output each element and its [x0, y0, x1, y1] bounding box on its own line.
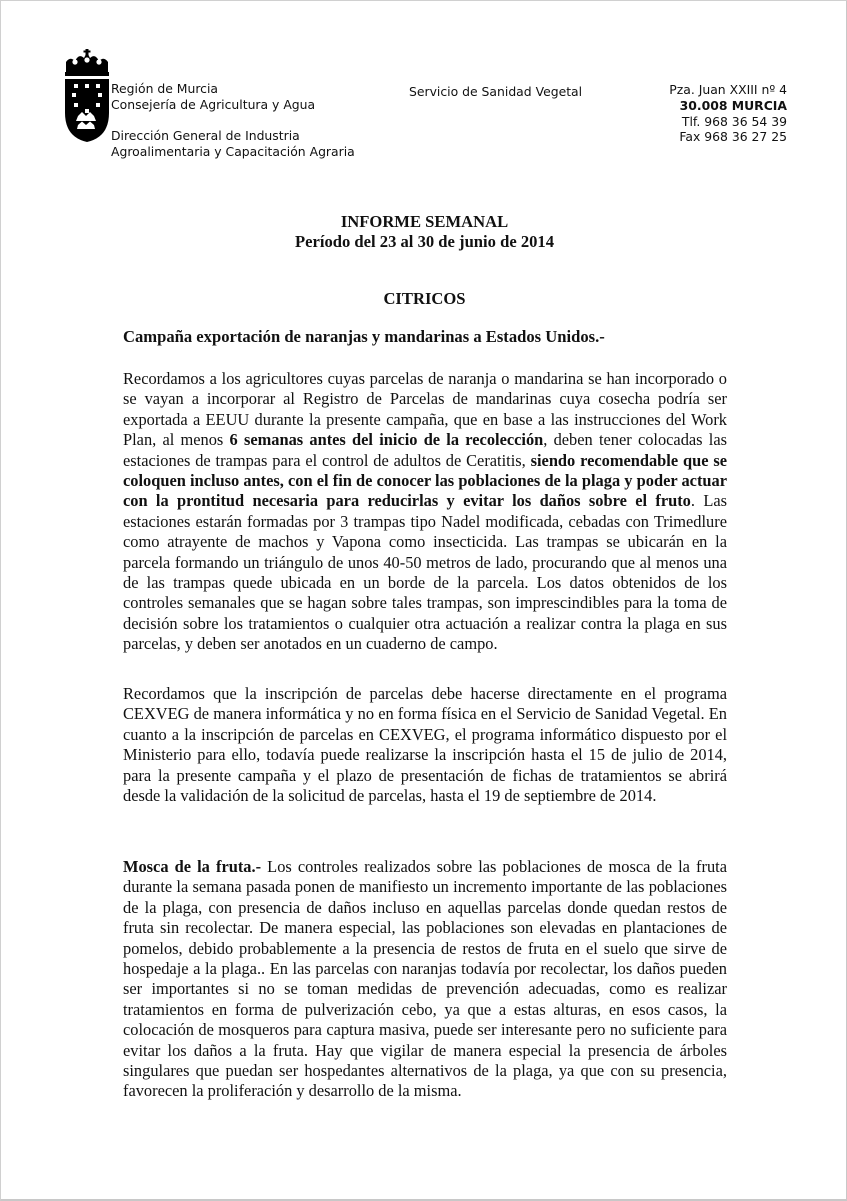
report-title-block [1, 212, 847, 252]
organization-block [111, 81, 315, 113]
address-city-text: 30.008 MURCIA [679, 97, 787, 113]
paragraph-traps [123, 369, 727, 655]
service-name: Servicio de Sanidad Vegetal [409, 84, 583, 99]
org-ministry: Consejería de Agricultura y Agua [111, 96, 316, 112]
directorate-line1: Dirección General de Industria [111, 128, 300, 143]
paragraph-traps-bold-a: 6 semanas antes del inicio de la recolección [229, 430, 544, 450]
campaign-subheading: Campaña exportación de naranjas y mandarinas a Estados Unidos.- [123, 327, 605, 346]
address-block [601, 82, 787, 145]
address-city [601, 98, 787, 114]
paragraph-fruit-fly-heading: Mosca de la fruta.- [123, 857, 262, 876]
paragraph-traps-text-a: Recordamos a los agricultores cuyas parcelas de naranja o mandarina se han incorporado o se vayan a incorporar al Registro de Parcelas de mandarinas cuya cosecha podría ser exportada a EEUU durante la presente campaña, que en base a las instrucciones del Work Plan, al menos [123, 369, 727, 450]
directorate-line2: Agroalimentaria y Capacitación Agraria [111, 143, 355, 159]
address-phone: Tlf. 968 36 54 39 [681, 113, 787, 129]
report-title: INFORME SEMANAL [340, 212, 509, 231]
report-period: Período del 23 al 30 de junio de 2014 [294, 232, 555, 251]
address-fax: Fax 968 36 27 25 [679, 129, 787, 145]
address-street: Pza. Juan XXIII nº 4 [669, 82, 787, 97]
directorate-block [111, 128, 355, 160]
paragraph-traps-bold-b: siendo recomendable que se coloquen incluso antes, con el fin de conocer las poblaciones de la plaga y poder actuar con la prontitud necesaria para reducirlas y evitar los daños sobre el fruto [123, 450, 727, 511]
paragraph-traps-text-b: , deben tener colocadas las estaciones de trampas para el control de adultos de Ceratitis, [123, 430, 727, 470]
paragraph-traps-text-c: . Las estaciones estarán formadas por 3 trampas tipo Nadel modificada, cebadas con Trimedlure como atrayente de machos y Vapona como insecticida. Las trampas se ubicarán en la parcela formando un triángulo de unos 40-50 metros de lado, procurando que al menos una de las trampas quede ubicada en un borde de la parcela. Los datos obtenidos de los controles semanales que se hagan sobre tales trampas, son imprescindibles para la toma de decisión sobre los tratamientos o cualquier otra actuación a realizar contra la plaga en sus parcelas, y deben ser anotados en un cuaderno de campo. [123, 491, 727, 654]
region-murcia-coat-of-arms-logo [62, 49, 112, 143]
paragraph-cexveg: Recordamos que la inscripción de parcelas debe hacerse directamente en el programa CEXVEG de manera informática y no en forma física en el Servicio de Sanidad Vegetal. En cuanto a la inscripción de parcelas en CEXVEG, el programa informático dispuesto por el Ministerio para ello, todavía puede realizarse la inscripción hasta el 15 de julio de 2014, para la presente campaña y el plazo de presentación de fichas de tratamientos se abrirá desde la validación de la solicitud de parcelas, hasta el 19 de septiembre de 2014. [123, 684, 727, 806]
paragraph-fruit-fly [123, 857, 727, 1102]
paragraph-fruit-fly-text: Los controles realizados sobre las poblaciones de mosca de la fruta durante la semana pasada ponen de manifiesto un incremento importante de las poblaciones de la plaga, con presencia de daños incluso en aquellas parcelas donde quedan restos de fruta sin recolectar. De manera especial, las poblaciones son elevadas en plantaciones de pomelos, debido probablemente a la presencia de restos de fruta en el suelo que sirve de hospedaje a la plaga.. En las parcelas con naranjas todavía por recolectar, los daños pueden ser importantes si no se toman medidas de prevención adecuadas, como es realizar tratamientos en forma de pulverización cebo, ya que a estas alturas, en esos casos, la colocación de mosqueros para captura masiva, puede ser interesante pero no suficiente para evitar los daños a la fruta. Hay que vigilar de manera especial la presencia de árboles singulares que puedan ser hospedantes alternativos de la plaga, ya que con su presencia, favorecen la proliferación y desarrollo de la misma. [123, 857, 727, 1101]
org-region: Región de Murcia [111, 81, 218, 96]
section-heading: CITRICOS [383, 289, 466, 308]
